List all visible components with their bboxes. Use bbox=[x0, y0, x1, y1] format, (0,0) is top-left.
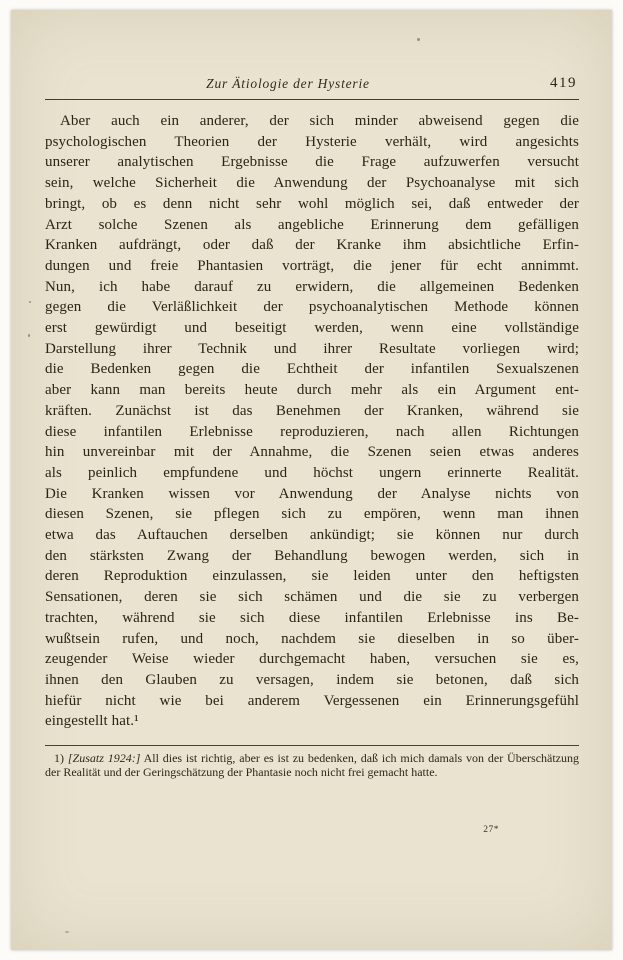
paper-speck bbox=[65, 931, 69, 933]
text-line: den stärksten Zwang der Behandlung bewogen werden, sich in bbox=[45, 547, 579, 564]
text-line: deren Reproduktion einzulassen, sie leiden unter den heftigsten bbox=[45, 568, 579, 585]
text-line: Arzt solche Szenen als angebliche Erinnerung dem gefälligen bbox=[45, 216, 579, 233]
book-page bbox=[11, 10, 612, 950]
footnote-marker: 1) bbox=[54, 751, 64, 766]
text-line: diese infantilen Erlebnisse reproduzieren, nach allen Richtungen bbox=[45, 423, 579, 440]
footnote-label: [Zusatz 1924:] bbox=[67, 751, 141, 766]
footnote bbox=[45, 752, 579, 779]
footnote-rule bbox=[45, 745, 579, 746]
text-line: gegen die Verläßlichkeit der psychoanalytischen Methode können bbox=[45, 299, 579, 316]
header-rule bbox=[45, 99, 579, 100]
text-line: eingestellt hat.¹ bbox=[45, 713, 139, 730]
signature-mark: 27* bbox=[483, 825, 499, 836]
text-line: trachten, während sie sich diese infantilen Erlebnisse ins Be- bbox=[45, 609, 579, 626]
page-number: 419 bbox=[550, 75, 577, 91]
text-line: etwa das Auftauchen derselben ankündigt; sie können nur durch bbox=[45, 527, 579, 544]
text-line: Die Kranken wissen vor Anwendung der Analyse nichts von bbox=[45, 485, 579, 502]
text-line: psychologischen Theorien der Hysterie verhält, wird angesichts bbox=[45, 133, 579, 150]
paper-speck bbox=[28, 334, 30, 337]
text-line: bringt, ob es denn nicht sehr wohl möglich sei, daß entweder der bbox=[45, 195, 579, 212]
text-line: Aber auch ein anderer, der sich minder abweisend gegen die bbox=[60, 113, 579, 129]
text-line: als peinlich empfundene und höchst ungern erinnerte Realität. bbox=[45, 464, 579, 481]
text-line: zeugender Weise wieder durchgemacht haben, versuchen sie es, bbox=[45, 651, 579, 668]
text-line: dungen und freie Phantasien vorträgt, die jener für echt annimmt. bbox=[45, 257, 579, 274]
body-text bbox=[45, 111, 579, 732]
text-line: Darstellung ihrer Technik und ihrer Resultate vorliegen wird; bbox=[45, 340, 579, 357]
footnote-text: All dies ist richtig, aber es ist zu bedenken, daß ich mich damals von der Überschätzung der Realität und der Geringschätzung der Phantasie noch nicht frei gemacht hatte. bbox=[45, 751, 580, 779]
running-title: Zur Ätiologie der Hysterie bbox=[206, 76, 370, 91]
text-line: unserer analytischen Ergebnisse die Frage aufzuwerfen versucht bbox=[45, 154, 579, 171]
text-line: ihnen den Glauben zu versagen, indem sie betonen, daß sich bbox=[45, 671, 579, 688]
text-line: die Bedenken gegen die Echtheit der infantilen Sexualszenen bbox=[45, 361, 579, 378]
text-line: diesen Szenen, sie pflegen sich zu empören, wenn man ihnen bbox=[45, 506, 579, 523]
paper-speck bbox=[29, 301, 31, 303]
text-line: Sensationen, deren sie sich schämen und die sie zu verbergen bbox=[45, 589, 579, 606]
paper-speck bbox=[417, 38, 420, 41]
text-line: kräften. Zunächst ist das Benehmen der Kranken, während sie bbox=[45, 402, 579, 419]
page-header bbox=[45, 76, 579, 94]
text-line: Kranken aufdrängt, oder daß der Kranke ihm absichtliche Erfin- bbox=[45, 237, 579, 254]
text-line: aber kann man bereits heute durch mehr als ein Argument ent- bbox=[45, 382, 579, 399]
text-line: hin unvereinbar mit der Annahme, die Szenen seien etwas anderes bbox=[45, 444, 579, 461]
text-line: hiefür nicht wie bei anderem Vergessenen ein Erinnerungsgefühl bbox=[45, 692, 579, 709]
text-line: erst gewürdigt und beseitigt werden, wenn eine vollständige bbox=[45, 320, 579, 337]
text-line: wußtsein rufen, und noch, nachdem sie dieselben in so über- bbox=[45, 630, 579, 647]
text-line: Nun, ich habe darauf zu erwidern, die allgemeinen Bedenken bbox=[45, 278, 579, 295]
text-line: sein, welche Sicherheit die Anwendung der Psychoanalyse mit sich bbox=[45, 175, 579, 192]
